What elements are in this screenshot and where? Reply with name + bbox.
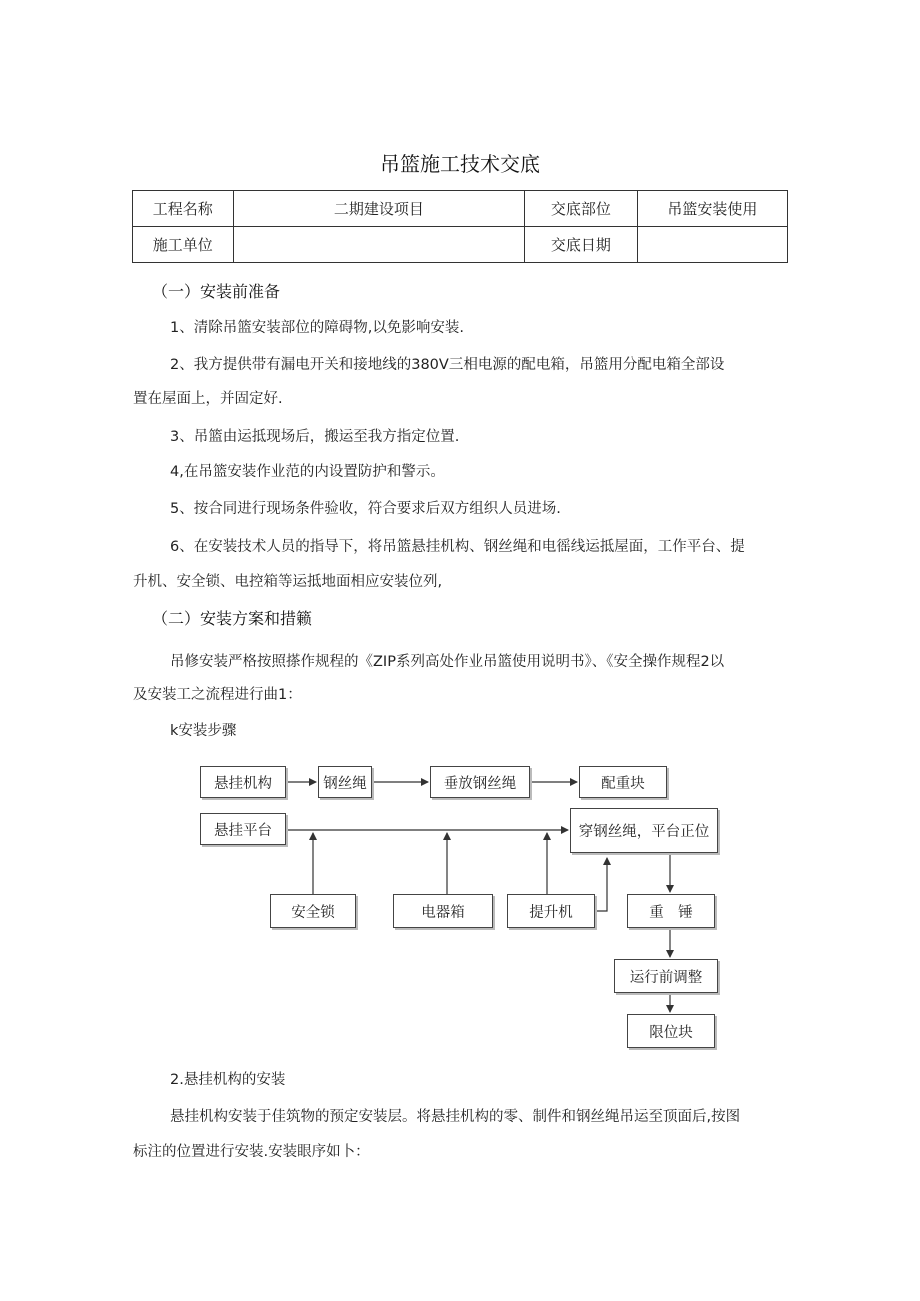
prep-item-6-cont: 升机、安全锁、电控箱等运抵地面相应安装位列, (133, 574, 443, 590)
node-hoist: 提升机 (507, 894, 595, 928)
node-electric-box: 电器箱 (393, 894, 493, 928)
node-adjust: 运行前调整 (614, 959, 718, 993)
section3-line-2: 标注的位置进行安装.安装眼序如卜： (133, 1144, 370, 1160)
node-threading: 穿钢丝绳，平台正位 (570, 808, 718, 853)
construction-unit-label: 施工单位 (133, 227, 234, 263)
section3-heading: 2.悬挂机构的安装 (170, 1072, 286, 1088)
section3-line-1: 悬挂机构安装于佳筑物的预定安装层。将悬挂机构的零、制件和钢丝绳吊运至顶面后,按图 (170, 1109, 741, 1125)
prep-item-6: 6、在安装技术人员的指导下，将吊篮悬挂机构、钢丝绳和电徭线运抵屋面，工作平台、提 (170, 539, 745, 555)
install-steps-label: k安装步骤 (170, 723, 237, 739)
node-hang-rope: 垂放钢丝绳 (430, 766, 530, 798)
node-counterweight: 配重块 (579, 766, 667, 798)
handover-part-label: 交底部位 (525, 191, 638, 227)
prep-item-4: 4,在吊篮安装作业范的内设置防护和警示。 (170, 464, 445, 480)
prep-item-1: 1、清除吊篮安装部位的障碍物,以免影响安装. (170, 320, 464, 336)
handover-date-label: 交底日期 (525, 227, 638, 263)
arrow-hoist-to-threading (595, 858, 607, 911)
section2-intro-2: 及安装工之流程进行曲1： (133, 687, 302, 703)
section2-intro-1: 吊修安装严格按照搽作规程的《ZIP系列高处作业吊篮使用说明书》、《安全操作规程2以 (170, 654, 725, 670)
node-weight: 重 锤 (627, 894, 715, 928)
node-suspension: 悬挂机构 (200, 766, 286, 798)
project-name-label: 工程名称 (133, 191, 234, 227)
section2-heading: （二）安装方案和措籁 (152, 609, 313, 628)
prep-item-3: 3、吊篮由运抵现场后，搬运至我方指定位置. (170, 429, 460, 445)
section1-heading: （一）安装前准备 (152, 282, 281, 301)
prep-item-5: 5、按合同进行现场条件验收，符合要求后双方组织人员进场. (170, 501, 561, 517)
page-title: 吊篮施工技术交底 (380, 152, 540, 176)
node-limit-block: 限位块 (627, 1014, 715, 1048)
handover-part-value: 吊篮安装使用 (637, 191, 787, 227)
prep-item-2: 2、我方提供带有漏电开关和接地线的380V三相电源的配电箱，吊篮用分配电箱全部设 (170, 357, 725, 373)
node-platform: 悬挂平台 (200, 813, 286, 845)
project-name-value: 二期建设项目 (233, 191, 525, 227)
node-wire-rope: 钢丝绳 (318, 766, 372, 798)
prep-item-2-cont: 置在屋面上，并固定好. (133, 391, 283, 407)
node-safety-lock: 安全锁 (270, 894, 356, 928)
